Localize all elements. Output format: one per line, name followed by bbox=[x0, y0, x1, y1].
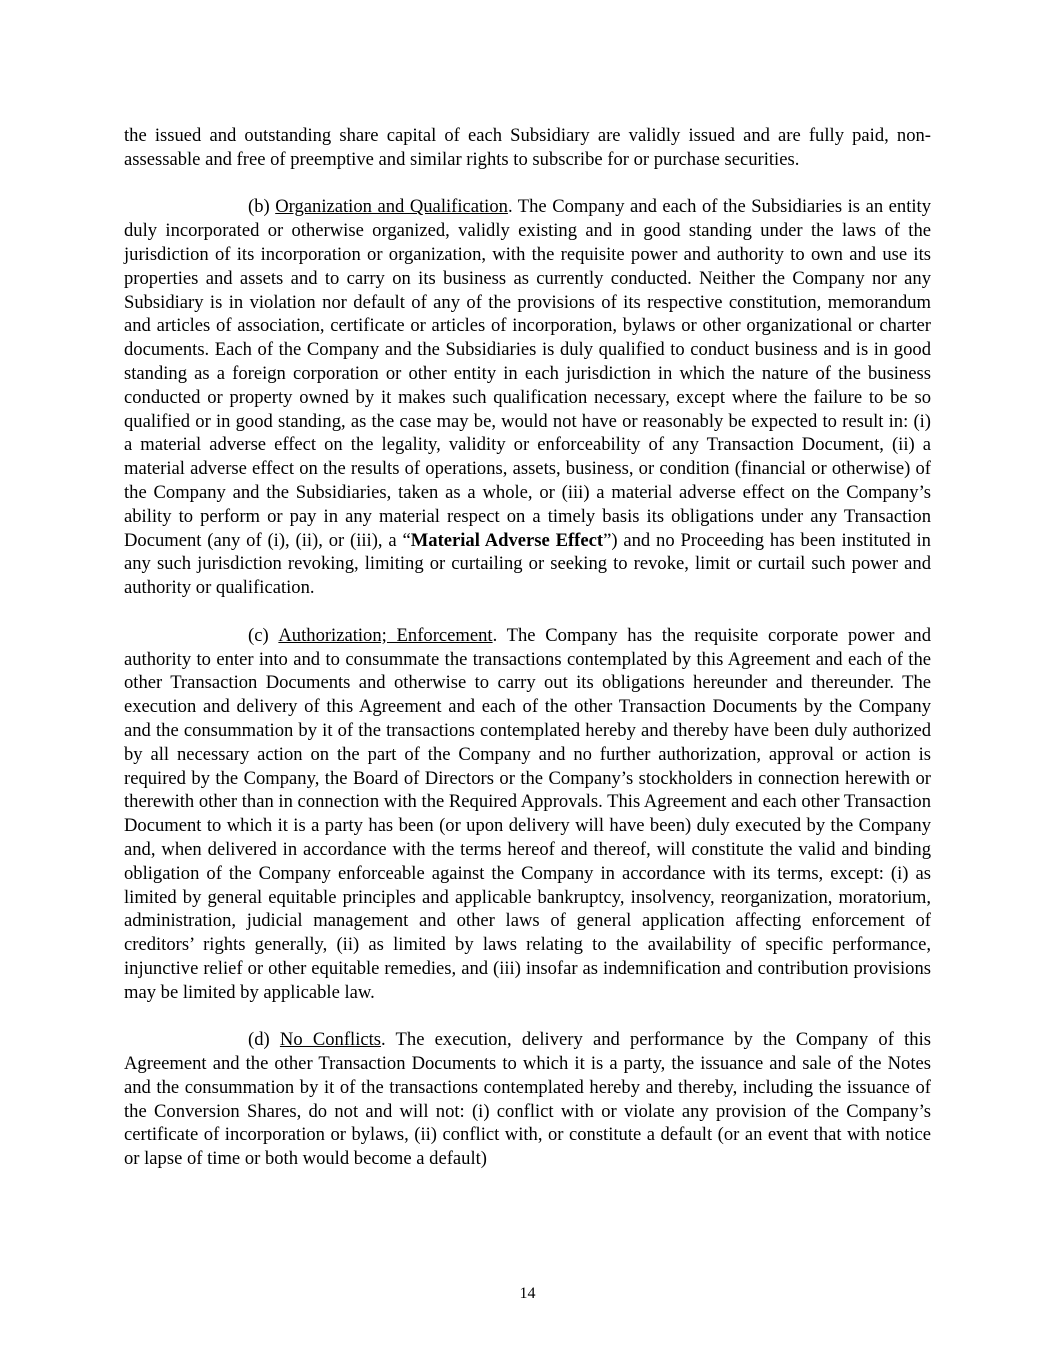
section-c-heading: Authorization; Enforcement bbox=[278, 624, 493, 646]
section-d-label: (d) bbox=[248, 1029, 270, 1051]
section-d-paragraph bbox=[124, 1028, 931, 1171]
document-page bbox=[124, 124, 931, 1195]
section-b-body-part2: ”) and no Proceeding has been instituted in any such jurisdiction revoking, limiting or curtailing or seeking to revoke, limit or curtail such power and authority or qualification. bbox=[124, 529, 931, 599]
section-c-label: (c) bbox=[248, 624, 269, 646]
section-c-paragraph bbox=[124, 624, 931, 1005]
section-d-body: . The execution, delivery and performance by the Company of this Agreement and the other Transaction Documents to which it is a party, the issuance and sale of the Notes and the consummation by it of the transactions contemplated hereby and thereby, including the issuance of the Conversion Shares, do not and will not: (i) conflict with or violate any provision of the Company’s certificate of incorporation or bylaws, (ii) conflict with, or constitute a default (or an event that with notice or lapse of time or both would become a default) bbox=[124, 1029, 931, 1170]
section-b-paragraph bbox=[124, 195, 931, 600]
section-b-body-part1: . The Company and each of the Subsidiaries is an entity duly incorporated or otherwise organized, validly existing and in good standing under the laws of the jurisdiction of its incorporation or organization, with the requisite power and authority to own and use its properties and assets and to carry on its business as currently conducted. Neither the Company nor any Subsidiary is in violation nor default of any of the provisions of its respective constitution, memorandum and articles of association, certificate or articles of incorporation, bylaws or other organizational or charter documents. Each of the Company and the Subsidiaries is duly qualified to conduct business and is in good standing as a foreign corporation or other entity in each jurisdiction in which the nature of the business conducted or property owned by it makes such qualification necessary, except where the failure to be so qualified or in good standing, as the case may be, would not have or reasonably be expected to result in: (i) a material adverse effect on the legality, validity or enforceability of any Transaction Document, (ii) a material adverse effect on the results of operations, assets, business, or condition (financial or otherwise) of the Company and the Subsidiaries, taken as a whole, or (iii) a material adverse effect on the Company’s ability to perform or pay in any material respect on a timely basis its obligations under any Transaction Document (any of (i), (ii), or (iii), a “ bbox=[124, 196, 931, 551]
paragraph-a-continuation: the issued and outstanding share capital of each Subsidiary are validly issued and are fully paid, non-assessable and free of preemptive and similar rights to subscribe for or purchase securities. bbox=[124, 125, 931, 170]
section-d-heading: No Conflicts bbox=[279, 1029, 382, 1051]
page-number: 14 bbox=[519, 1285, 536, 1302]
section-b-heading: Organization and Qualification bbox=[275, 196, 508, 218]
section-b-label: (b) bbox=[248, 196, 270, 218]
section-b-defined-term: Material Adverse Effect bbox=[410, 529, 604, 551]
section-c-body: . The Company has the requisite corporate power and authority to enter into and to consummate the transactions contemplated by this Agreement and each of the other Transaction Documents and otherwise to carry out its obligations hereunder and thereunder. The execution and delivery of this Agreement and each of the other Transaction Documents by the Company and the consummation by it of the transactions contemplated hereby and thereby have been duly authorized by all necessary action on the part of the Company and no further authorization, approval or action is required by the Company, the Board of Directors or the Company’s stockholders in connection herewith or therewith other than in connection with the Required Approvals. This Agreement and each other Transaction Document to which it is a party has been (or upon delivery will have been) duly executed by the Company and, when delivered in accordance with the terms hereof and thereof, will constitute the valid and binding obligation of the Company enforceable against the Company in accordance with its terms, except: (i) as limited by general equitable principles and applicable bankruptcy, insolvency, reorganization, moratorium, administration, judicial management and other laws of general application affecting enforcement of creditors’ rights generally, (ii) as limited by laws relating to the availability of specific performance, injunctive relief or other equitable remedies, and (iii) insofar as indemnification and contribution provisions may be limited by applicable law. bbox=[124, 624, 932, 1003]
